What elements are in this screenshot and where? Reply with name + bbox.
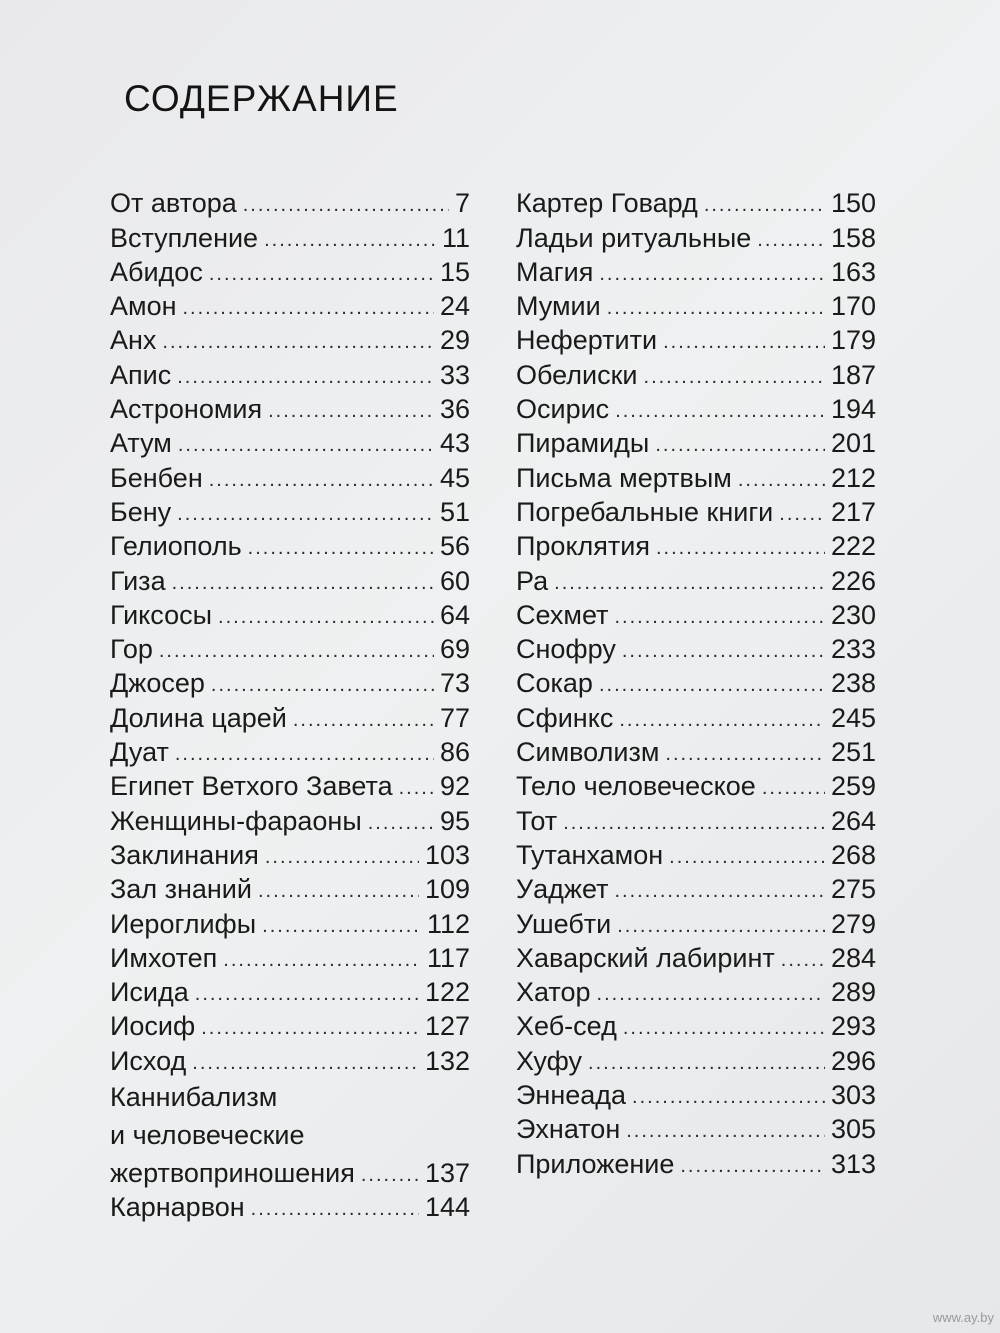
dot-leader (623, 1013, 825, 1043)
dot-leader (663, 327, 825, 357)
dot-leader (251, 1194, 419, 1224)
toc-entry-page-number: 60 (439, 565, 470, 596)
dot-leader (644, 362, 825, 392)
toc-entry-page-number: 7 (454, 188, 470, 219)
toc-entry (110, 255, 470, 289)
toc-entry (516, 700, 876, 734)
toc-entry-label: Гиксосы (110, 599, 213, 630)
toc-entry-page-number: 275 (830, 874, 876, 905)
toc-entry (110, 906, 470, 940)
toc-entry (516, 220, 876, 254)
toc-entry (516, 632, 876, 666)
toc-entry-page-number: 268 (830, 839, 876, 870)
toc-entry-page-number: 163 (830, 256, 876, 287)
toc-entry-page-number: 43 (439, 428, 470, 459)
toc-entry-page-number: 170 (830, 291, 876, 322)
toc-entry (516, 392, 876, 426)
toc-entry (110, 1043, 470, 1077)
dot-leader (762, 773, 825, 803)
dot-leader (195, 979, 419, 1009)
toc-entry (110, 220, 470, 254)
toc-entry-page-number: 217 (830, 496, 876, 527)
toc-column-right (516, 186, 876, 1181)
dot-leader (192, 1048, 419, 1078)
toc-entry-label: Картер Говард (516, 188, 698, 219)
dot-leader (704, 190, 825, 220)
dot-leader (597, 979, 825, 1009)
toc-entry-multiline (110, 1078, 470, 1190)
toc-entry-page-number: 233 (830, 634, 876, 665)
toc-entry (516, 1146, 876, 1180)
toc-entry-label: От автора (110, 188, 237, 219)
toc-entry-page-number: 137 (424, 1157, 470, 1188)
toc-entry-label: Хатор (516, 977, 591, 1008)
toc-column-left (110, 186, 470, 1224)
toc-entry-page-number: 279 (830, 908, 876, 939)
dot-leader (599, 670, 825, 700)
toc-entry (110, 289, 470, 323)
dot-leader (223, 945, 421, 975)
toc-entry-page-number: 95 (439, 805, 470, 836)
dot-leader (554, 568, 825, 598)
toc-entry-page-number: 238 (830, 668, 876, 699)
toc-entry-page-number: 264 (830, 805, 876, 836)
toc-entry-label: Абидос (110, 256, 203, 287)
dot-leader (218, 602, 434, 632)
toc-entry (516, 495, 876, 529)
toc-entry-label: Долина царей (110, 702, 287, 733)
toc-entry-page-number: 230 (830, 599, 876, 630)
dot-leader (209, 259, 434, 289)
dot-leader (293, 705, 434, 735)
dot-leader (619, 705, 825, 735)
toc-entry-label: Письма мертвым (516, 462, 732, 493)
toc-entry (110, 186, 470, 220)
toc-entry-label: Приложение (516, 1148, 675, 1179)
toc-entry-page-number: 112 (426, 908, 470, 939)
toc-entry (110, 838, 470, 872)
toc-entry-page-number: 127 (424, 1011, 470, 1042)
dot-leader (779, 499, 825, 529)
dot-leader (361, 1160, 419, 1190)
dot-leader (757, 225, 825, 255)
dot-leader (607, 293, 825, 323)
dot-leader (632, 1082, 825, 1112)
toc-entry-page-number: 179 (830, 325, 876, 356)
toc-entry-page-number: 33 (439, 359, 470, 390)
toc-entry-label: Иосиф (110, 1011, 196, 1042)
dot-leader (159, 636, 434, 666)
dot-leader (368, 808, 434, 838)
toc-entry-page-number: 11 (441, 222, 470, 253)
toc-entry-label: Проклятия (516, 531, 650, 562)
toc-entry-last-line (110, 1154, 470, 1190)
dot-leader (563, 808, 825, 838)
toc-entry-page-number: 15 (439, 256, 470, 287)
toc-entry (110, 529, 470, 563)
dot-leader (617, 911, 825, 941)
toc-entry-label: Снофру (516, 634, 616, 665)
toc-entry (516, 1112, 876, 1146)
toc-entry-label: Нефертити (516, 325, 658, 356)
dot-leader (183, 293, 434, 323)
toc-entry-label: Ра (516, 565, 549, 596)
dot-leader (209, 465, 434, 495)
toc-entry (110, 460, 470, 494)
toc-entry (516, 598, 876, 632)
toc-entry (110, 735, 470, 769)
toc-entry-label: Хаварский лабиринт (516, 942, 775, 973)
toc-entry-page-number: 201 (830, 428, 876, 459)
toc-entry-label: Карнарвон (110, 1192, 245, 1223)
toc-entry-label: Символизм (516, 737, 660, 768)
toc-entry-label: Магия (516, 256, 594, 287)
toc-entry (516, 975, 876, 1009)
toc-entry (516, 186, 876, 220)
toc-entry (110, 1190, 470, 1224)
dot-leader (211, 670, 434, 700)
dot-leader (268, 396, 434, 426)
toc-entry-page-number: 109 (424, 874, 470, 905)
toc-entry (516, 872, 876, 906)
toc-entry-label: Амон (110, 291, 177, 322)
dot-leader (262, 911, 421, 941)
toc-entry-label: Сокар (516, 668, 593, 699)
toc-entry-page-number: 226 (830, 565, 876, 596)
dot-leader (175, 739, 434, 769)
toc-entry-label: Хуфу (516, 1045, 583, 1076)
dot-leader (265, 842, 419, 872)
toc-entry (110, 700, 470, 734)
toc-entry (110, 426, 470, 460)
toc-entry-page-number: 293 (830, 1011, 876, 1042)
toc-entry (516, 426, 876, 460)
toc-entry (110, 357, 470, 391)
toc-entry-label: Эхнатон (516, 1114, 621, 1145)
toc-entry-label: Эннеада (516, 1080, 627, 1111)
toc-entry (516, 255, 876, 289)
toc-entry-label: Хеб-сед (516, 1011, 617, 1042)
dot-leader (177, 499, 434, 529)
toc-entry-label: Тутанхамон (516, 839, 664, 870)
dot-leader (781, 945, 825, 975)
toc-entry-page-number: 284 (830, 942, 876, 973)
toc-entry (516, 838, 876, 872)
toc-entry-label: Астрономия (110, 394, 263, 425)
toc-entry-page-number: 194 (830, 394, 876, 425)
toc-entry-page-number: 144 (424, 1192, 470, 1223)
toc-entry-label: Гор (110, 634, 153, 665)
toc-entry-page-number: 251 (830, 737, 876, 768)
toc-entry-label: Тело человеческое (516, 771, 756, 802)
toc-entry-page-number: 259 (830, 771, 876, 802)
dot-leader (177, 362, 434, 392)
toc-entry-page-number: 64 (439, 599, 470, 630)
dot-leader (399, 773, 434, 803)
toc-entry-label: Бену (110, 496, 172, 527)
toc-entry-page-number: 212 (830, 462, 876, 493)
toc-entry-label: Имхотеп (110, 942, 218, 973)
watermark: www.ay.by (932, 1310, 994, 1325)
toc-entry-label: Мумии (516, 291, 601, 322)
toc-entry (516, 1078, 876, 1112)
toc-entry (110, 872, 470, 906)
toc-entry-label: Исида (110, 977, 189, 1008)
toc-entry-page-number: 77 (439, 702, 470, 733)
toc-entry (516, 323, 876, 357)
toc-entry-page-number: 187 (830, 359, 876, 390)
toc-entry (516, 1009, 876, 1043)
dot-leader (626, 1116, 825, 1146)
dot-leader (622, 636, 825, 666)
toc-entry-page-number: 289 (830, 977, 876, 1008)
toc-entry (110, 941, 470, 975)
toc-entry-page-number: 158 (830, 222, 876, 253)
toc-entry-label: Гиза (110, 565, 166, 596)
toc-entry-page-number: 56 (439, 531, 470, 562)
toc-entry (516, 906, 876, 940)
toc-entry (516, 563, 876, 597)
toc-entry (516, 1043, 876, 1077)
toc-entry-page-number: 24 (439, 291, 470, 322)
toc-entry-label: Осирис (516, 394, 610, 425)
dot-leader (614, 876, 824, 906)
dot-leader (614, 602, 824, 632)
dot-leader (264, 225, 436, 255)
toc-entry-label: Обелиски (516, 359, 638, 390)
toc-entry-page-number: 51 (439, 496, 470, 527)
toc-entry (110, 563, 470, 597)
toc-entry (516, 460, 876, 494)
toc-entry-label: Ушебти (516, 908, 612, 939)
toc-entry-page-number: 150 (830, 188, 876, 219)
toc-entry-label: Уаджет (516, 874, 609, 905)
dot-leader (588, 1048, 825, 1078)
dot-leader (243, 190, 449, 220)
toc-entry-page-number: 222 (830, 531, 876, 562)
toc-entry-page-number: 45 (439, 462, 470, 493)
toc-entry-label: Апис (110, 359, 172, 390)
dot-leader (178, 430, 434, 460)
toc-entry-label: Погребальные книги (516, 496, 774, 527)
toc-entry-label: Сехмет (516, 599, 609, 630)
dot-leader (599, 259, 825, 289)
dot-leader (201, 1013, 419, 1043)
dot-leader (680, 1151, 825, 1181)
toc-entry-label-line: жертвоприношения (110, 1157, 355, 1188)
toc-entry (516, 289, 876, 323)
toc-entry (110, 632, 470, 666)
toc-entry-label: Иероглифы (110, 908, 257, 939)
toc-entry-page-number: 303 (830, 1080, 876, 1111)
page-title: СОДЕРЖАНИЕ (124, 78, 399, 119)
dot-leader (248, 533, 434, 563)
toc-entry-label-line: Каннибализм (110, 1081, 278, 1112)
toc-entry-label: Бенбен (110, 462, 203, 493)
toc-entry-label: Зал знаний (110, 874, 252, 905)
toc-entry-label: Заклинания (110, 839, 259, 870)
toc-entry-label-line: и человеческие (110, 1119, 305, 1150)
toc-entry (110, 666, 470, 700)
toc-entry-label: Сфинкс (516, 702, 614, 733)
toc-entry (516, 941, 876, 975)
toc-entry (110, 975, 470, 1009)
toc-entry-label: Дуат (110, 737, 169, 768)
toc-entry-page-number: 296 (830, 1045, 876, 1076)
toc-entry (516, 357, 876, 391)
toc-entry-page-number: 305 (830, 1114, 876, 1145)
toc-entry-page-number: 92 (439, 771, 470, 802)
toc-entry (110, 392, 470, 426)
toc-entry-page-number: 36 (439, 394, 470, 425)
toc-entry (110, 803, 470, 837)
toc-entry-label: Джосер (110, 668, 205, 699)
toc-entry-label: Тот (516, 805, 558, 836)
toc-entry-label: Ладьи ритуальные (516, 222, 752, 253)
dot-leader (669, 842, 825, 872)
toc-entry-label: Женщины-фараоны (110, 805, 362, 836)
toc-entry (110, 1009, 470, 1043)
toc-entry (516, 769, 876, 803)
dot-leader (656, 533, 825, 563)
toc-entry-label: Атум (110, 428, 172, 459)
toc-entry-label: Анх (110, 325, 157, 356)
toc-entry (110, 598, 470, 632)
toc-entry-page-number: 86 (439, 737, 470, 768)
toc-entry-page-number: 103 (424, 839, 470, 870)
dot-leader (665, 739, 825, 769)
toc-entry-page-number: 69 (439, 634, 470, 665)
toc-entry-page-number: 313 (830, 1148, 876, 1179)
dot-leader (738, 465, 825, 495)
toc-entry (110, 323, 470, 357)
toc-entry-page-number: 245 (830, 702, 876, 733)
toc-entry-label: Исход (110, 1045, 187, 1076)
dot-leader (655, 430, 825, 460)
toc-entry-label: Египет Ветхого Завета (110, 771, 393, 802)
dot-leader (162, 327, 434, 357)
toc-entry (516, 529, 876, 563)
dot-leader (258, 876, 419, 906)
toc-entry-page-number: 132 (424, 1045, 470, 1076)
toc-entry (516, 666, 876, 700)
toc-entry (110, 495, 470, 529)
toc-entry (516, 735, 876, 769)
toc-entry (516, 803, 876, 837)
toc-entry-label: Пирамиды (516, 428, 650, 459)
toc-entry-page-number: 122 (424, 977, 470, 1008)
toc-entry-label: Гелиополь (110, 531, 242, 562)
toc-entry-page-number: 117 (426, 942, 470, 973)
toc-entry-page-number: 73 (439, 668, 470, 699)
toc-entry-label: Вступление (110, 222, 259, 253)
toc-entry-page-number: 29 (439, 325, 470, 356)
toc-entry (110, 769, 470, 803)
dot-leader (615, 396, 825, 426)
dot-leader (172, 568, 434, 598)
